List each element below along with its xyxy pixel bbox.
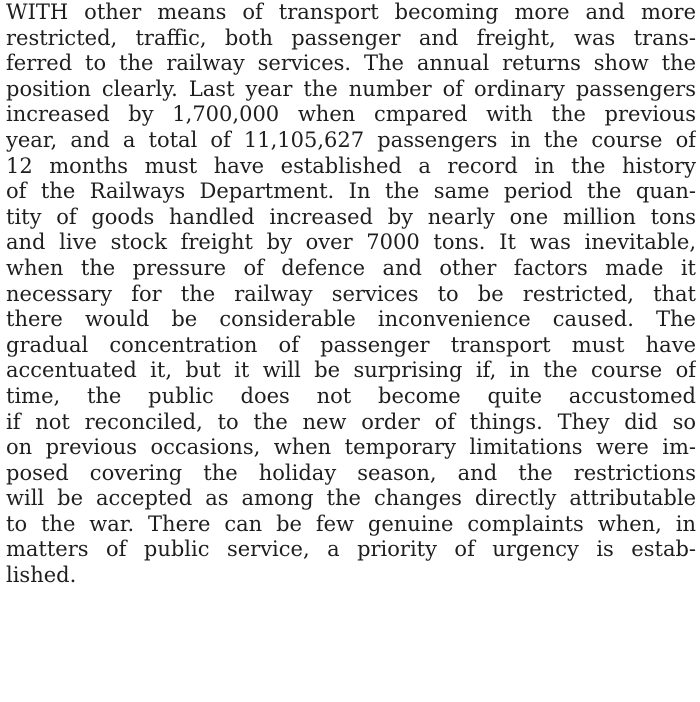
text-line: year, and a total of 11,105,627 passengers in the course of bbox=[6, 127, 696, 152]
text-line: ferred to the railway services. The annual returns show the bbox=[6, 51, 696, 76]
text-line: when the pressure of defence and other factors made it bbox=[6, 255, 696, 280]
text-line: to the war. There can be few genuine complaints when, in bbox=[6, 511, 696, 536]
text-line: accentuated it, but it will be surprising if, in the course of bbox=[6, 358, 696, 383]
text-line: increased by 1,700,000 when cmpared with the previous bbox=[6, 102, 696, 127]
text-line: on previous occasions, when temporary limitations were im- bbox=[6, 435, 696, 460]
text-line: of the Railways Department. In the same period the quan- bbox=[6, 179, 696, 204]
text-line: necessary for the railway services to be restricted, that bbox=[6, 281, 696, 306]
text-line: 12 months must have established a record in the history bbox=[6, 153, 696, 178]
text-line: restricted, traffic, both passenger and freight, was trans- bbox=[6, 25, 696, 50]
newspaper-clipping bbox=[6, 0, 696, 702]
text-line: there would be considerable inconvenience caused. The bbox=[6, 307, 696, 332]
text-line: lished. bbox=[6, 563, 77, 588]
text-line: position clearly. Last year the number of ordinary passengers bbox=[6, 76, 696, 101]
text-line: matters of public service, a priority of urgency is estab- bbox=[6, 537, 696, 562]
text-line: if not reconciled, to the new order of things. They did so bbox=[6, 409, 696, 434]
text-line: posed covering the holiday season, and the restrictions bbox=[6, 460, 696, 485]
text-line: tity of goods handled increased by nearly one million tons bbox=[6, 204, 696, 229]
text-line: will be accepted as among the changes directly attributable bbox=[6, 486, 696, 511]
text-line: and live stock freight by over 7000 tons. It was inevitable, bbox=[6, 230, 696, 255]
text-line: WITH other means of transport becoming more and more bbox=[6, 0, 696, 24]
text-line: time, the public does not become quite accustomed bbox=[6, 383, 696, 408]
text-line: gradual concentration of passenger transport must have bbox=[6, 332, 696, 357]
